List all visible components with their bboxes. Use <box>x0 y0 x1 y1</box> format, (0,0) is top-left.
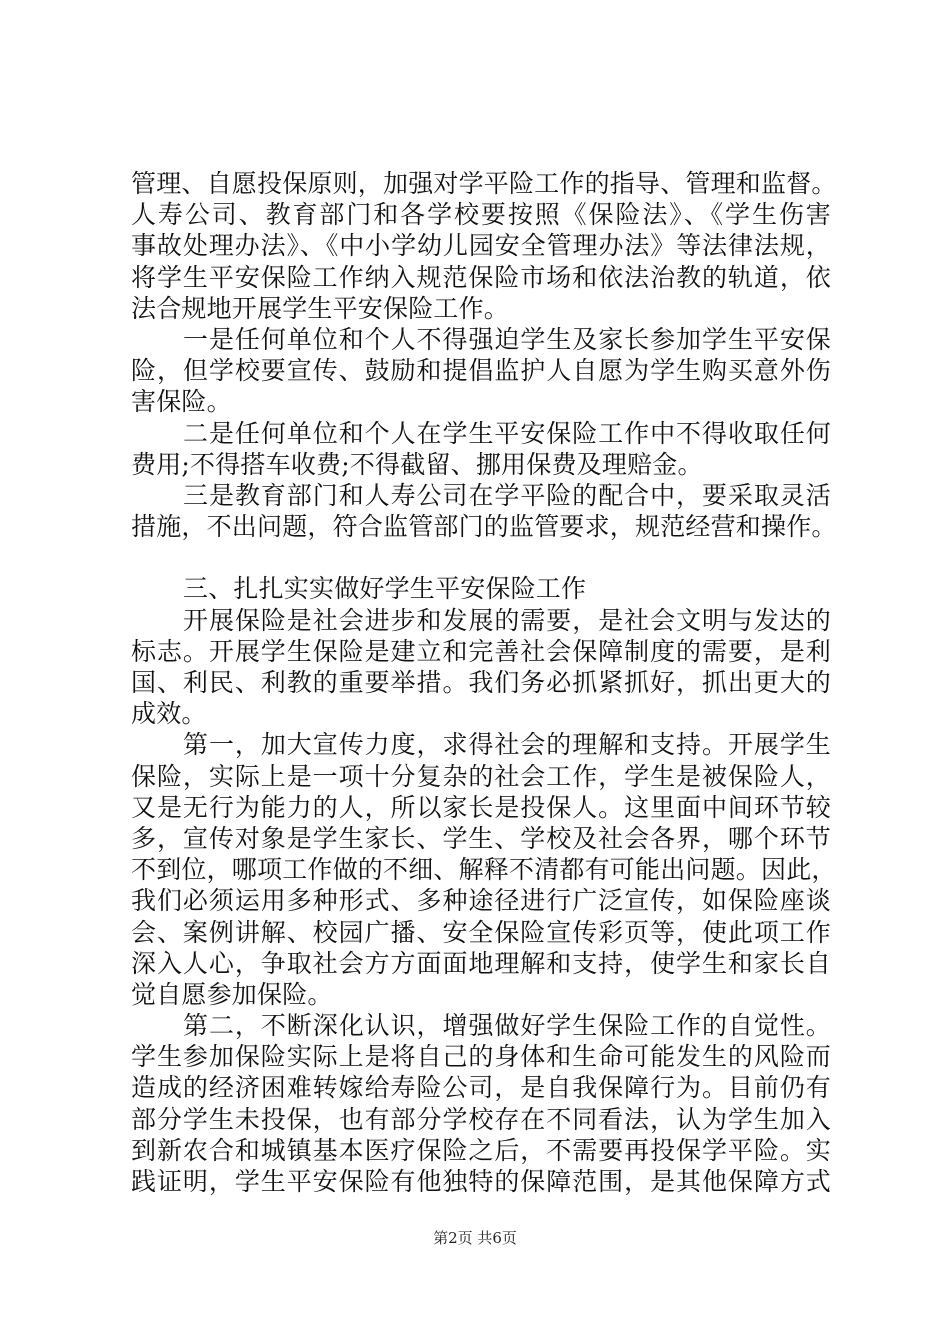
paragraph-line: 第一，加大宣传力度，求得社会的理解和支持。开展学生 <box>183 730 831 760</box>
page-number: 第2页 共6页 <box>433 1229 517 1247</box>
paragraph-line: 深入人心，争取社会方方面面地理解和支持，使学生和家长自 <box>131 948 831 978</box>
paragraph-line: 不到位，哪项工作做的不细、解释不清都有可能出问题。因此， <box>131 855 837 885</box>
paragraph-line: 费用;不得搭车收费;不得截留、挪用保费及理赔金。 <box>131 449 703 479</box>
paragraph-line: 三是教育部门和人寿公司在学平险的配合中，要采取灵活 <box>183 480 831 510</box>
paragraph-line: 害保险。 <box>131 387 232 417</box>
blank-line <box>131 542 831 573</box>
paragraph-line: 觉自愿参加保险。 <box>131 979 333 1009</box>
paragraph-line: 第二，不断深化认识，增强做好学生保险工作的自觉性。 <box>183 1011 831 1041</box>
paragraph-line: 人寿公司、教育部门和各学校要按照《保险法》、《学生伤害 <box>131 200 831 230</box>
paragraph-line: 将学生平安保险工作纳入规范保险市场和依法治教的轨道，依 <box>131 262 831 292</box>
document-body <box>131 168 837 1197</box>
paragraph-line: 措施，不出问题，符合监管部门的监管要求，规范经营和操作。 <box>131 512 837 542</box>
paragraph-line: 二是任何单位和个人在学生平安保险工作中不得收取任何 <box>183 418 831 448</box>
paragraph-line: 险，但学校要宣传、鼓励和提倡监护人自愿为学生购买意外伤 <box>131 356 831 386</box>
paragraph-line: 法合规地开展学生平安保险工作。 <box>131 293 510 323</box>
paragraph-line: 部分学生未投保，也有部分学校存在不同看法，认为学生加入 <box>131 1104 831 1134</box>
paragraph-line: 我们必须运用多种形式、多种途径进行广泛宣传，如保险座谈 <box>131 886 831 916</box>
section-heading: 三、扎扎实实做好学生平安保险工作 <box>183 574 587 604</box>
paragraph-line: 到新农合和城镇基本医疗保险之后，不需要再投保学平险。实 <box>131 1135 831 1165</box>
paragraph-line: 事故处理办法》、《中小学幼儿园安全管理办法》等法律法规， <box>131 231 831 261</box>
paragraph-line: 成效。 <box>131 699 207 729</box>
paragraph-line: 一是任何单位和个人不得强迫学生及家长参加学生平安保 <box>183 324 831 354</box>
paragraph-line: 践证明，学生平安保险有他独特的保障范围，是其他保障方式 <box>131 1167 831 1196</box>
paragraph-line: 保险，实际上是一项十分复杂的社会工作，学生是被保险人， <box>131 761 831 791</box>
paragraph-line: 国、利民、利教的重要举措。我们务必抓紧抓好，抓出更大的 <box>131 668 831 697</box>
paragraph-line: 又是无行为能力的人，所以家长是投保人。这里面中间环节较 <box>131 792 831 822</box>
paragraph-line: 会、案例讲解、校园广播、安全保险宣传彩页等，使此项工作 <box>131 917 831 947</box>
paragraph-line: 标志。开展学生保险是建立和完善社会保障制度的需要，是利 <box>131 636 831 666</box>
paragraph-line: 管理、自愿投保原则，加强对学平险工作的指导、管理和监督。 <box>131 169 837 198</box>
paragraph-line: 学生参加保险实际上是将自己的身体和生命可能发生的风险而 <box>131 1042 831 1072</box>
paragraph-line: 造成的经济困难转嫁给寿险公司，是自我保障行为。目前仍有 <box>131 1073 831 1103</box>
paragraph-line: 多，宣传对象是学生家长、学生、学校及社会各界，哪个环节 <box>131 823 831 853</box>
paragraph-line: 开展保险是社会进步和发展的需要，是社会文明与发达的 <box>183 605 831 635</box>
